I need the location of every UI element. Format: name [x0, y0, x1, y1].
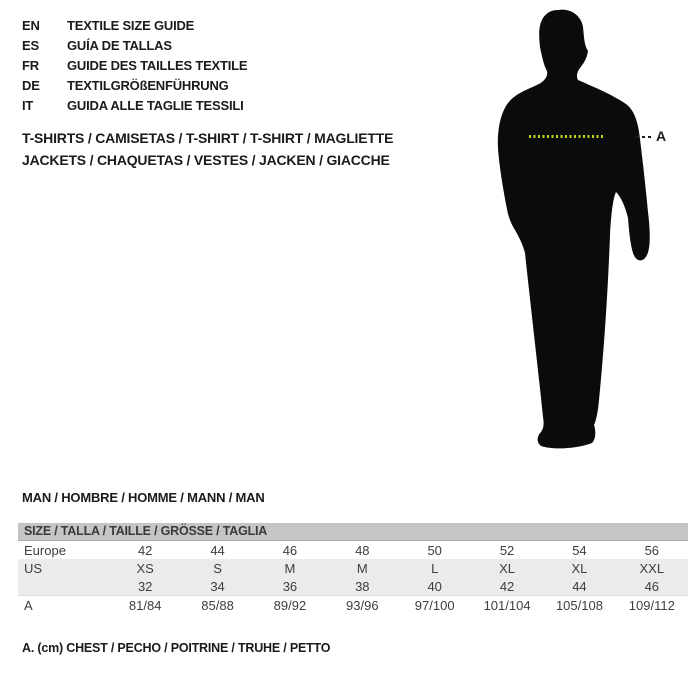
measure-leader-dashes: [636, 136, 653, 138]
table-cell: 93/96: [346, 597, 379, 613]
row-label: A: [24, 597, 33, 613]
product-line-tshirts: T-SHIRTS / CAMISETAS / T-SHIRT / T-SHIRT / MAGLIETTE: [22, 130, 394, 146]
table-cell: 36: [254, 577, 326, 596]
row-label: Europe: [24, 542, 66, 558]
table-cell: 52: [499, 542, 515, 558]
table-cell: 89/92: [273, 597, 307, 613]
table-cell: 48: [355, 542, 370, 558]
table-row-us-numeric: [18, 577, 688, 596]
table-cell: 50: [427, 542, 442, 558]
language-code: ES: [22, 38, 39, 53]
language-code: EN: [22, 18, 40, 33]
table-cell: 56: [644, 542, 660, 558]
language-label: GUÍA DE TALLAS: [67, 38, 172, 53]
section-title-man: MAN / HOMBRE / HOMME / MANN / MAN: [22, 490, 265, 505]
language-label: GUIDE DES TAILLES TEXTILE: [67, 58, 248, 73]
table-cell: 40: [399, 577, 471, 596]
table-cell: L: [399, 559, 471, 577]
table-cell: 38: [326, 577, 398, 596]
row-label: US: [18, 559, 109, 577]
footnote-chest-measure: A. (cm) CHEST / PECHO / POITRINE / TRUHE / PETTO: [22, 641, 331, 655]
table-cell: M: [326, 559, 398, 577]
table-cell: 85/88: [201, 597, 234, 613]
table-cell: 42: [471, 577, 543, 596]
table-row-europe: [18, 541, 688, 559]
measure-label-a: A: [656, 128, 667, 144]
language-row-it: [22, 96, 247, 116]
chest-measure-dotted-line: [529, 135, 604, 138]
table-row-chest-cm: [18, 596, 688, 615]
language-label: TEXTILE SIZE GUIDE: [67, 18, 195, 33]
table-cell: 109/112: [628, 597, 675, 613]
table-cell: 32: [109, 577, 181, 596]
product-line-jackets: JACKETS / CHAQUETAS / VESTES / JACKEN / GIACCHE: [22, 152, 390, 168]
language-row-en: [22, 16, 247, 36]
size-table-header: SIZE / TALLA / TAILLE / GRÖSSE / TAGLIA: [18, 523, 688, 541]
man-silhouette: [480, 0, 700, 460]
language-row-es: [22, 36, 247, 56]
language-list: [22, 16, 247, 116]
language-code: FR: [22, 58, 39, 73]
table-cell: 105/108: [555, 597, 603, 613]
table-cell: 44: [210, 542, 225, 558]
table-cell: 46: [282, 542, 298, 558]
language-code: IT: [22, 98, 34, 113]
table-cell: 97/100: [414, 597, 455, 613]
size-table: [18, 523, 688, 614]
language-label: TEXTILGRÖßENFÜHRUNG: [67, 78, 229, 93]
table-cell: 81/84: [128, 597, 162, 613]
table-cell: S: [181, 559, 253, 577]
table-cell: XL: [543, 559, 615, 577]
language-row-fr: [22, 56, 247, 76]
row-label: [18, 577, 109, 596]
table-cell: 42: [137, 542, 153, 558]
table-cell: 34: [181, 577, 253, 596]
table-cell: 44: [543, 577, 615, 596]
table-cell: XS: [109, 559, 181, 577]
table-row-us: [18, 559, 688, 577]
table-cell: 46: [616, 577, 688, 596]
table-cell: XXL: [616, 559, 688, 577]
product-categories: [22, 127, 393, 171]
table-cell: XL: [471, 559, 543, 577]
size-table-body: [18, 541, 688, 614]
language-label: GUIDA ALLE TAGLIE TESSILI: [67, 98, 244, 113]
table-cell: 54: [572, 542, 587, 558]
language-row-de: [22, 76, 247, 96]
table-cell: M: [254, 559, 326, 577]
language-code: DE: [22, 78, 40, 93]
table-cell: 101/104: [483, 597, 531, 613]
